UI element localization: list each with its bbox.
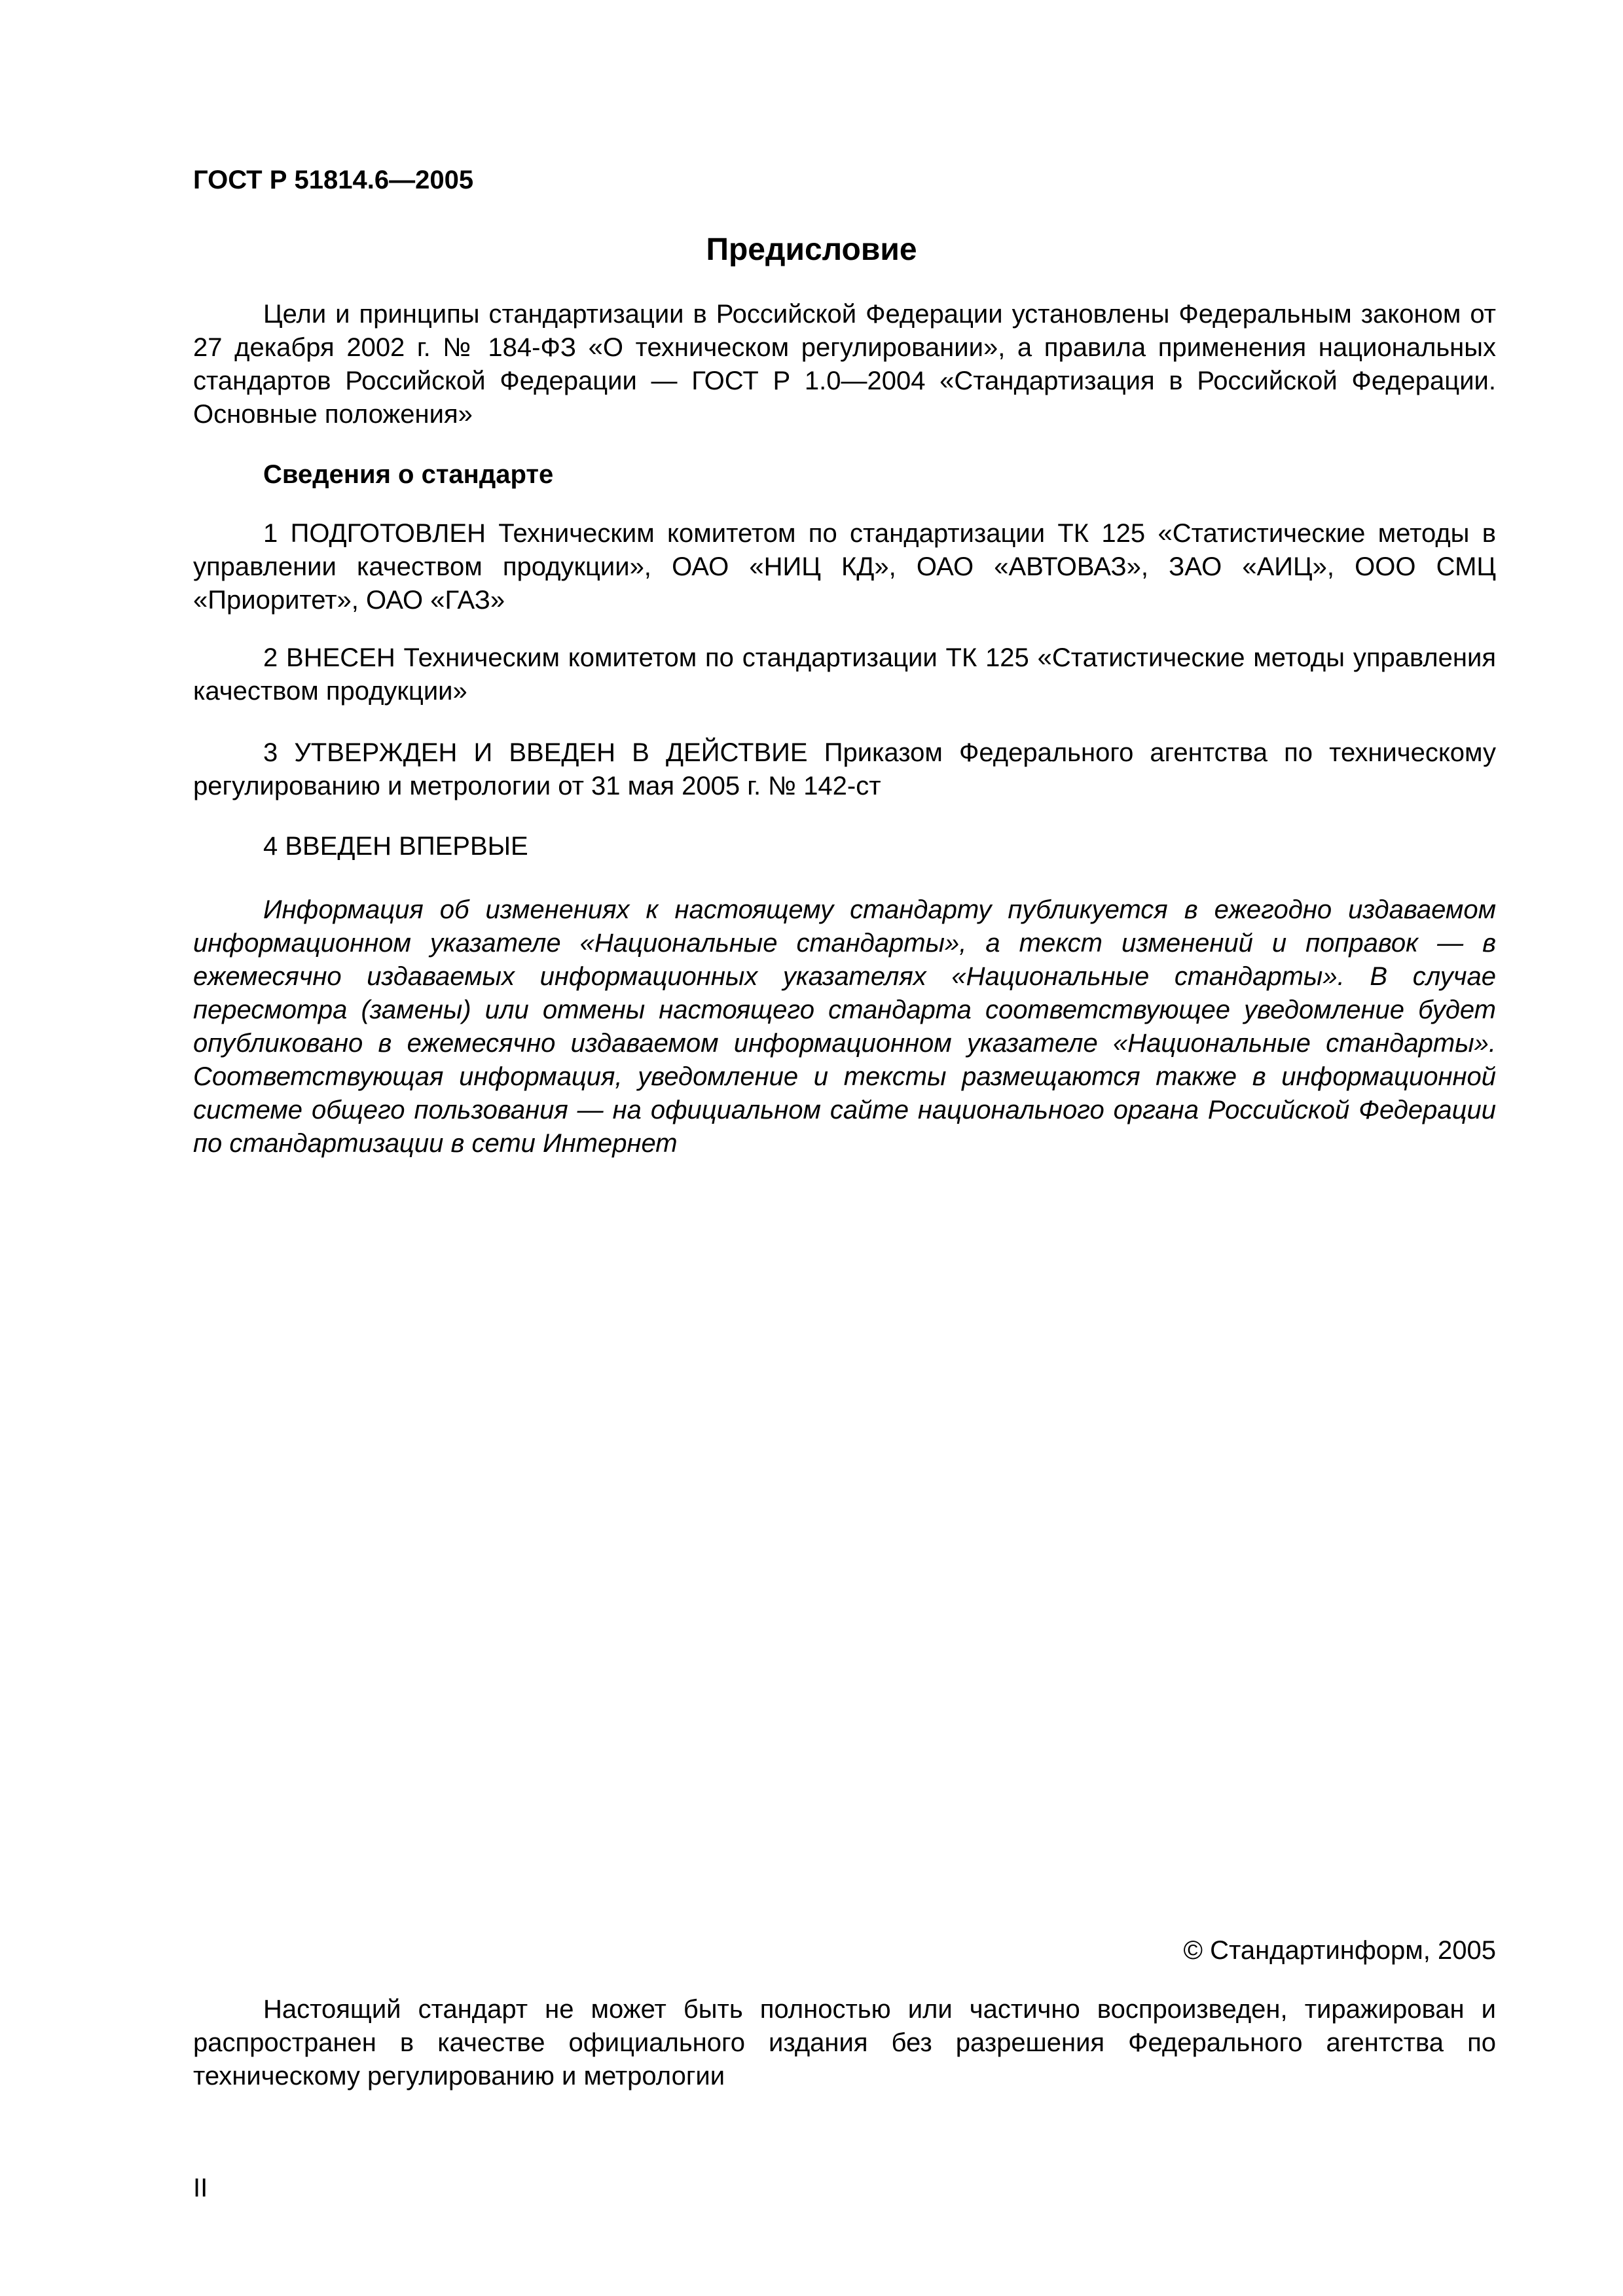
document-code: ГОСТ Р 51814.6—2005 [193, 166, 474, 194]
intro-paragraph: Цели и принципы стандартизации в Российской Федерации установлены Федеральным законом от 27 декабря 2002 г. № 184-ФЗ «О техническом регулировании», а правила применения национальных стандартов Российской Федерации — ГОСТ Р 1.0—2004 «Стандартизация в Российской Федерации. Основные положения» [193, 300, 1496, 429]
info-item-4: 4 ВВЕДЕН ВПЕРВЫЕ [263, 832, 528, 861]
info-item-2: 2 ВНЕСЕН Техническим комитетом по стандартизации ТК 125 «Статистические методы управления качеством продукции» [193, 643, 1496, 706]
info-item-3: 3 УТВЕРЖДЕН И ВВЕДЕН В ДЕЙСТВИЕ Приказом Федерального агентства по техническому регулированию и метрологии от 31 мая 2005 г. № 142-ст [193, 738, 1496, 800]
changes-notice: Информация об изменениях к настоящему стандарту публикуется в ежегодно издаваемом информационном указателе «Национальные стандарты», а текст изменений и поправок — в ежемесячно издаваемых информационных указателях «Национальные стандарты». В случае пересмотра (замены) или отмены настоящего стандарта соответствующее уведомление будет опубликовано в ежемесячно издаваемом информационном указателе «Национальные стандарты». Соответствующая информация, уведомление и тексты размещаются также в информационной системе общего пользования — на официальном сайте национального органа Российской Федерации по стандартизации в сети Интернет [193, 895, 1496, 1158]
reproduction-restriction: Настоящий стандарт не может быть полностью или частично воспроизведен, тиражирован и распространен в качестве официального издания без разрешения Федерального агентства по техническому регулированию и метрологии [193, 1995, 1496, 2090]
standard-info-heading: Сведения о стандарте [263, 460, 554, 489]
page-title: Предисловие [706, 232, 917, 267]
page-number: II [193, 2174, 208, 2202]
info-item-1: 1 ПОДГОТОВЛЕН Техническим комитетом по стандартизации ТК 125 «Статистические методы в управлении качеством продукции», ОАО «НИЦ КД», ОАО «АВТОВАЗ», ЗАО «АИЦ», ООО СМЦ «Приоритет», ОАО «ГАЗ» [193, 519, 1496, 615]
copyright-line: © Стандартинформ, 2005 [1183, 1936, 1496, 1965]
